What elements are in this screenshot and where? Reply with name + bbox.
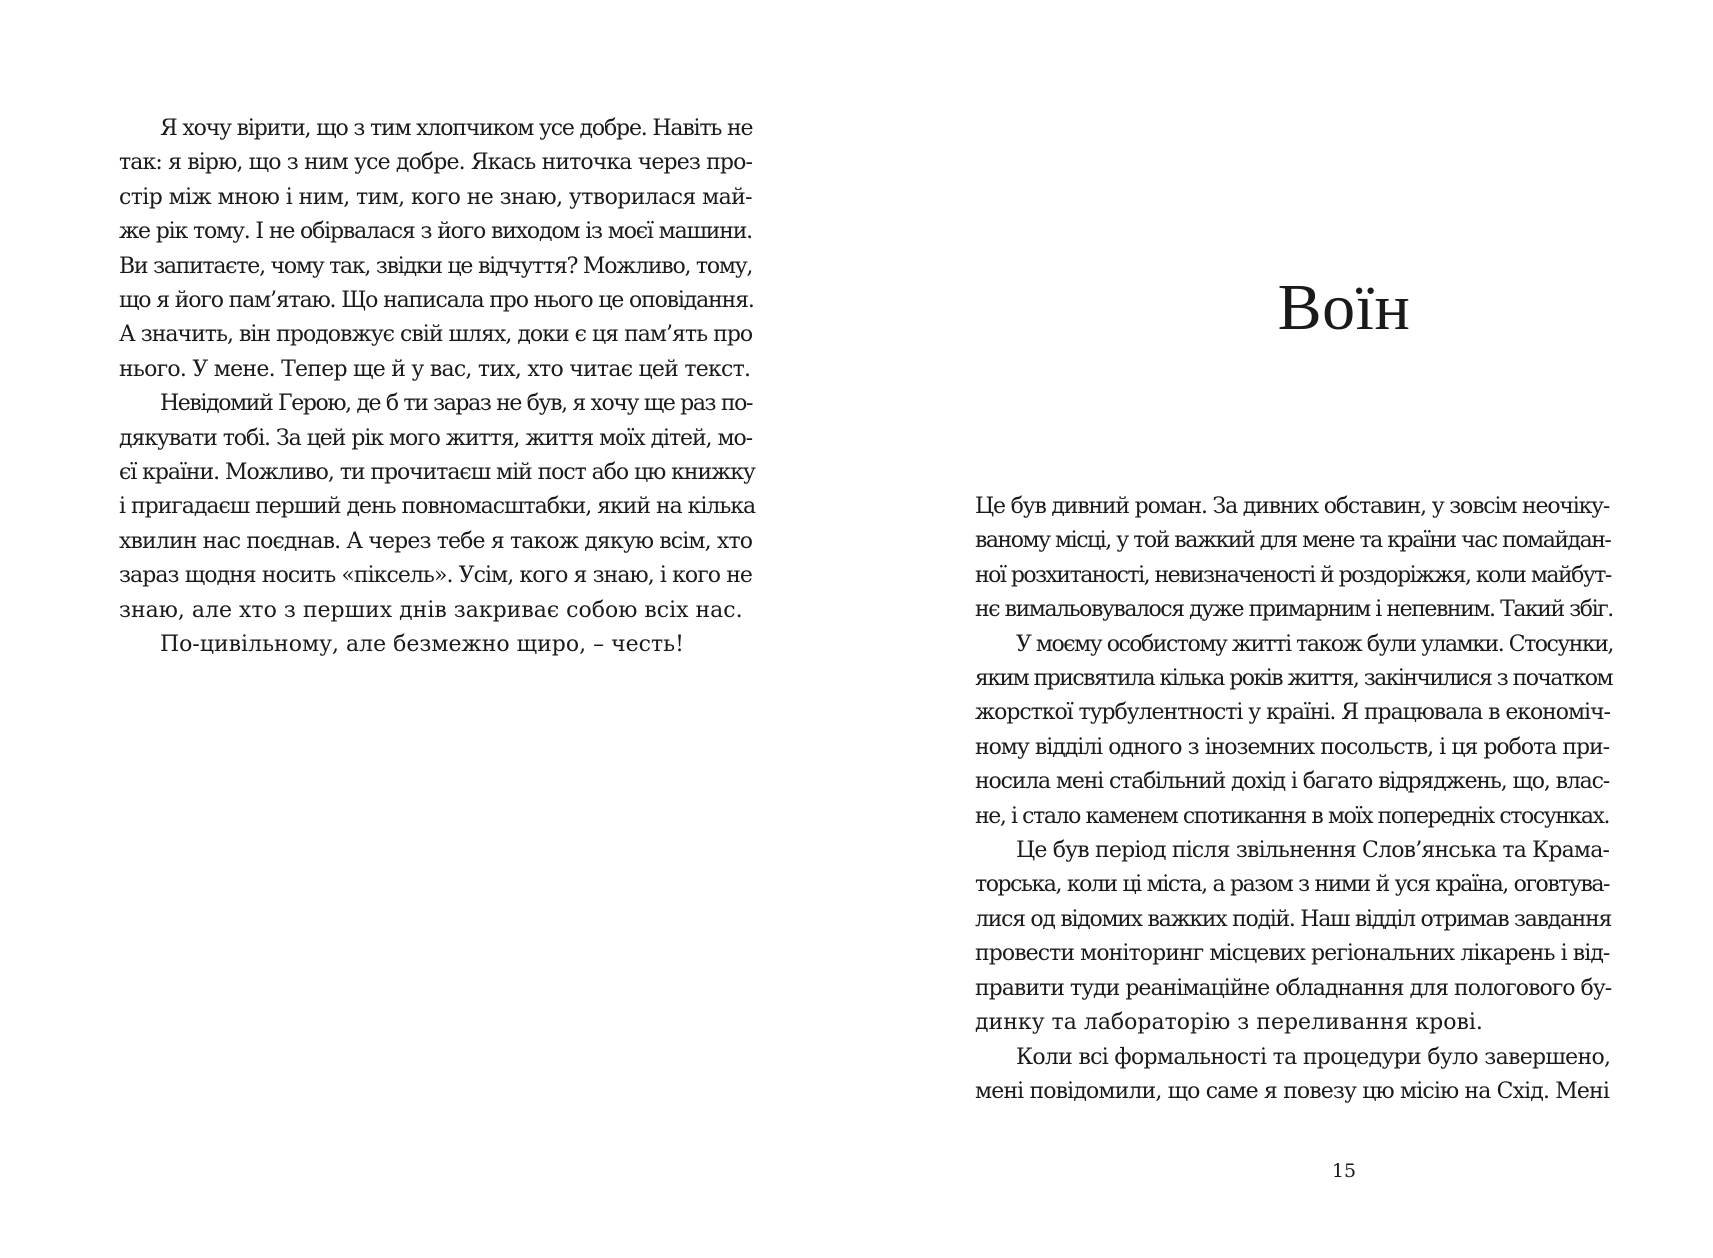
text-line: дякувати тобі. За цей рік мого життя, життя моїх дітей, мо-: [119, 425, 752, 451]
text-line: Невідомий Герою, де б ти зараз не був, я хочу ще раз по-: [160, 391, 752, 417]
text-line: ваному місці, у той важкий для мене та країни час помайдан-: [975, 528, 1611, 554]
text-line: яким присвятила кілька років життя, закінчилися з початком: [975, 666, 1613, 692]
text-line: У моєму особистому житті також були уламки. Стосунки,: [1016, 631, 1613, 657]
text-line: ному відділі одного з іноземних посольств, і ця робота при-: [975, 734, 1609, 760]
text-line: нє вимальовувалося дуже примарним і непевним. Такий збіг.: [975, 597, 1613, 623]
text-line: стір між мною і ним, тим, кого не знаю, утворилася май-: [119, 184, 752, 210]
text-line: мені повідомили, що саме я повезу цю місію на Схід. Мені: [975, 1078, 1609, 1104]
text-line: і пригадаєш перший день повномасштабки, який на кілька: [119, 494, 756, 520]
text-line: зараз щодня носить «піксель». Усім, кого я знаю, і кого не: [119, 563, 752, 589]
text-line: торська, коли ці міста, а разом з ними й уся країна, оговтува-: [975, 872, 1609, 898]
text-line: знаю, але хто з перших днів закриває собою всіх нас.: [119, 597, 743, 623]
text-line: Це був дивний роман. За дивних обставин, у зовсім неочіку-: [975, 494, 1610, 519]
text-line: жорсткої турбулентності у країні. Я працювала в економіч-: [975, 700, 1610, 726]
page-number: 15: [1331, 1160, 1357, 1182]
right-page: [856, 0, 1713, 1258]
text-line: Це був період після звільнення Слов’янська та Крама-: [1016, 838, 1610, 864]
text-line: А значить, він продовжує свій шлях, доки є ця пам’ять про: [119, 322, 753, 348]
text-line: хвилин нас поєднав. А через тебе я також дякую всім, хто: [119, 528, 753, 554]
text-line: По-цивільному, але безмежно щиро, – честь!: [160, 632, 684, 658]
left-page: [0, 0, 856, 1258]
text-line: провести моніторинг місцевих регіональних лікарень і від-: [975, 941, 1610, 967]
text-line: єї країни. Можливо, ти прочитаєш мій пост або цю книжку: [119, 460, 755, 486]
text-line: же рік тому. І не обірвалася з його виходом із моєї машини.: [119, 219, 752, 245]
text-line: нього. У мене. Тепер ще й у вас, тих, хто читає цей текст.: [119, 356, 751, 382]
text-line: Коли всі формальності та процедури було завершено,: [1016, 1044, 1611, 1070]
text-line: динку та лабораторію з переливання крові.: [975, 1010, 1483, 1036]
text-line: носила мені стабільний дохід і багато відряджень, що, влас-: [975, 769, 1609, 795]
text-line: так: я вірю, що з ним усе добре. Якась ниточка через про-: [119, 150, 752, 176]
text-line: ної розхитаності, невизначеності й роздоріжжя, коли майбут-: [975, 562, 1611, 588]
text-line: лися од відомих важких подій. Наш відділ отримав завдання: [975, 906, 1612, 932]
chapter-title: Воїн: [1277, 271, 1411, 344]
text-line: не, і стало каменем спотикання в моїх попередніх стосунках.: [975, 803, 1610, 829]
text-line: Я хочу вірити, що з тим хлопчиком усе добре. Навіть не: [160, 116, 753, 141]
left-page-text: [119, 112, 756, 663]
text-line: правити туди реанімаційне обладнання для пологового бу-: [975, 975, 1612, 1001]
text-line: Ви запитаєте, чому так, звідки це відчуття? Можливо, тому,: [119, 253, 753, 279]
right-page-text: [975, 490, 1613, 1109]
text-line: що я його пам’ятаю. Що написала про нього це оповідання.: [119, 288, 754, 314]
